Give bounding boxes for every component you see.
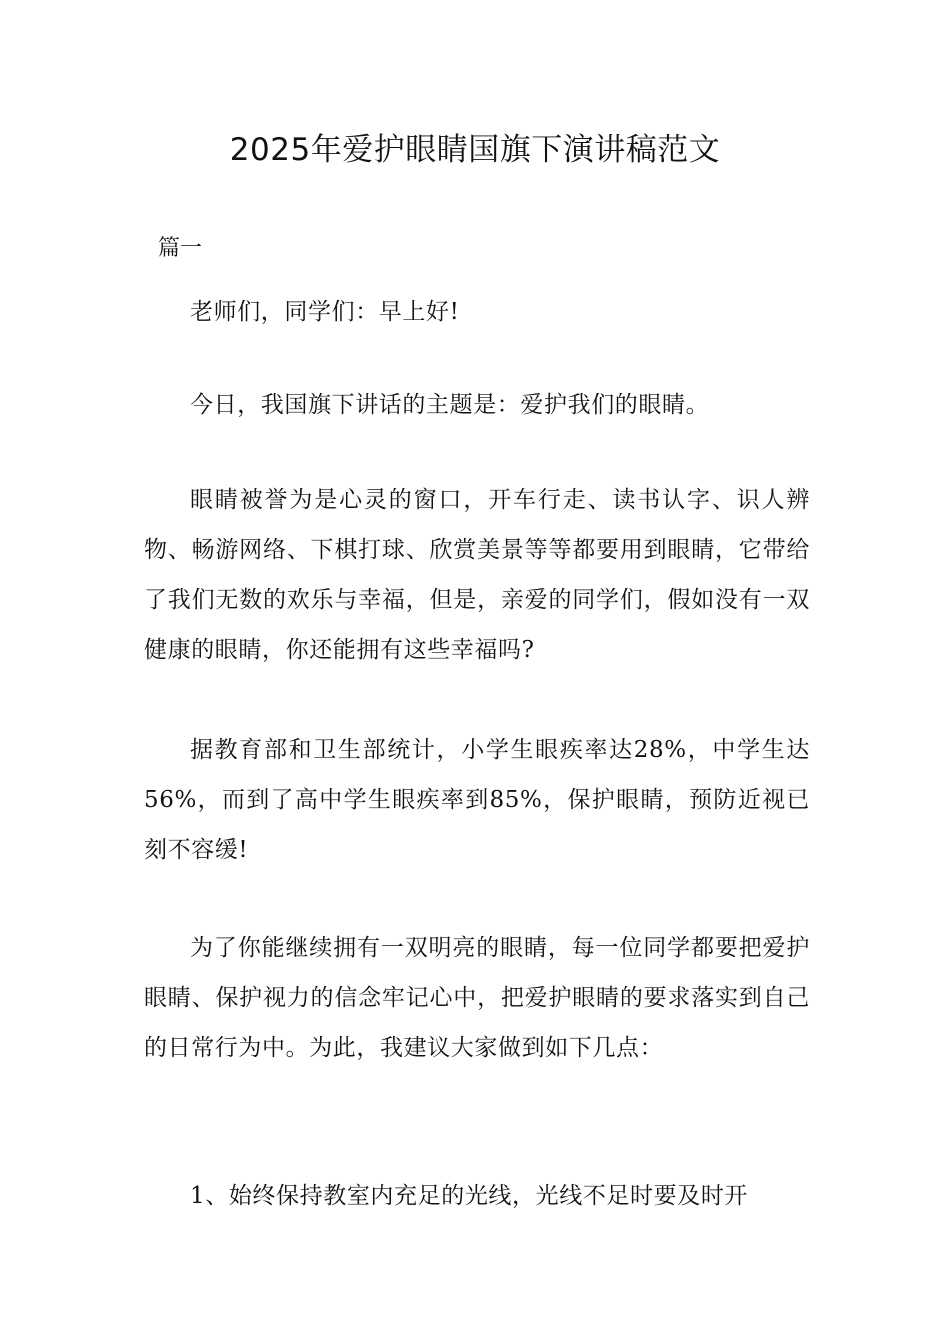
paragraph-point-1: 1、始终保持教室内充足的光线，光线不足时要及时开: [190, 1183, 749, 1209]
document-title: 2025年爱护眼睛国旗下演讲稿范文: [229, 132, 721, 168]
section-label: 篇一: [158, 236, 203, 261]
paragraph-topic: 今日，我国旗下讲话的主题是：爱护我们的眼睛。: [190, 392, 710, 418]
paragraph-eyes: 眼睛被誉为是心灵的窗口，开车行走、读书认字、识人辨物、畅游网络、下棋打球、欣赏美景等等都要用到眼睛，它带给了我们无数的欢乐与幸福，但是，亲爱的同学们，假如没有一双健康的眼睛，你还能拥有这些幸福吗?: [144, 487, 810, 663]
paragraph-greeting: 老师们，同学们：早上好!: [190, 299, 460, 325]
paragraph-statistics: 据教育部和卫生部统计，小学生眼疾率达28%，中学生达56%，而到了高中学生眼疾率到85%，保护眼睛，预防近视已刻不容缓!: [144, 737, 810, 863]
paragraph-advice: 为了你能继续拥有一双明亮的眼睛，每一位同学都要把爱护眼睛、保护视力的信念牢记心中，把爱护眼睛的要求落实到自己的日常行为中。为此，我建议大家做到如下几点：: [144, 935, 810, 1061]
